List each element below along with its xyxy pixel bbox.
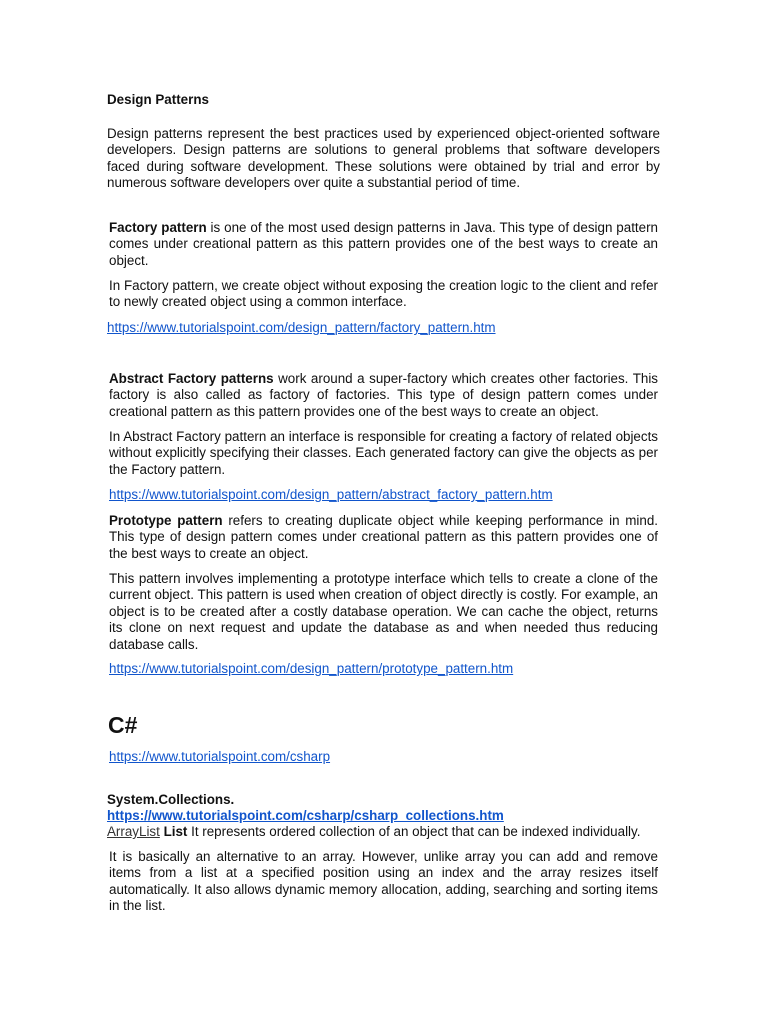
list-description: It represents ordered collection of an object that can be indexed individually. <box>187 824 641 839</box>
prototype-detail-paragraph: This pattern involves implementing a prototype interface which tells to create a clone of the current object. This pattern is used when creation of object directly is costly. For example, an object is to be created after a costly database operation. We can cache the object, returns its clone on next request and update the database as and when needed thus reducing database calls. <box>109 571 658 652</box>
collections-heading: System.Collections. <box>107 792 235 807</box>
prototype-term: Prototype pattern <box>109 513 223 528</box>
list-term: List <box>159 824 188 839</box>
page-title: Design Patterns <box>107 92 209 107</box>
factory-term: Factory pattern <box>109 220 207 235</box>
abstract-factory-description: work around a super-factory which creates other factories. This factory is also called as factory of factories. This type of design pattern comes under creational pattern as this pattern provides one of the best ways to create an object. <box>109 371 658 419</box>
abstract-factory-pattern-link[interactable]: https://www.tutorialspoint.com/design_pattern/abstract_factory_pattern.htm <box>109 487 553 502</box>
factory-description: is one of the most used design patterns in Java. This type of design pattern comes under creational pattern as this pattern provides one of the best ways to create an object. <box>109 220 658 268</box>
factory-pattern-link[interactable]: https://www.tutorialspoint.com/design_pattern/factory_pattern.htm <box>107 320 496 335</box>
abstract-factory-term: Abstract Factory patterns <box>109 371 274 386</box>
arraylist-term: ArrayList <box>107 824 160 839</box>
prototype-paragraph <box>109 513 658 562</box>
csharp-heading: C# <box>108 712 138 738</box>
csharp-link[interactable]: https://www.tutorialspoint.com/csharp <box>109 749 331 764</box>
collections-link[interactable]: https://www.tutorialspoint.com/csharp/csharp_collections.htm <box>107 808 504 823</box>
abstract-factory-detail-paragraph: In Abstract Factory pattern an interface is responsible for creating a factory of related objects without explicitly specifying their classes. Each generated factory can give the objects as per the Factory pattern. <box>109 429 658 477</box>
prototype-description: refers to creating duplicate object while keeping performance in mind. This type of design pattern comes under creational pattern as this pattern provides one of the best ways to create an object. <box>109 513 658 561</box>
prototype-pattern-link[interactable]: https://www.tutorialspoint.com/design_pattern/prototype_pattern.htm <box>109 661 514 676</box>
abstract-factory-paragraph <box>109 371 658 420</box>
intro-paragraph: Design patterns represent the best practices used by experienced object-oriented software developers. Design patterns are solutions to general problems that software developers faced during software development. These solutions were obtained by trial and error by numerous software developers over quite a substantial period of time. <box>107 126 660 191</box>
factory-detail-paragraph: In Factory pattern, we create object without exposing the creation logic to the client and refer to newly created object using a common interface. <box>109 278 658 310</box>
factory-paragraph <box>109 220 658 269</box>
arraylist-line <box>107 824 667 840</box>
list-detail-paragraph: It is basically an alternative to an array. However, unlike array you can add and remove items from a list at a specified position using an index and the array resizes itself automatically. It also allows dynamic memory allocation, adding, searching and sorting items in the list. <box>109 849 658 914</box>
